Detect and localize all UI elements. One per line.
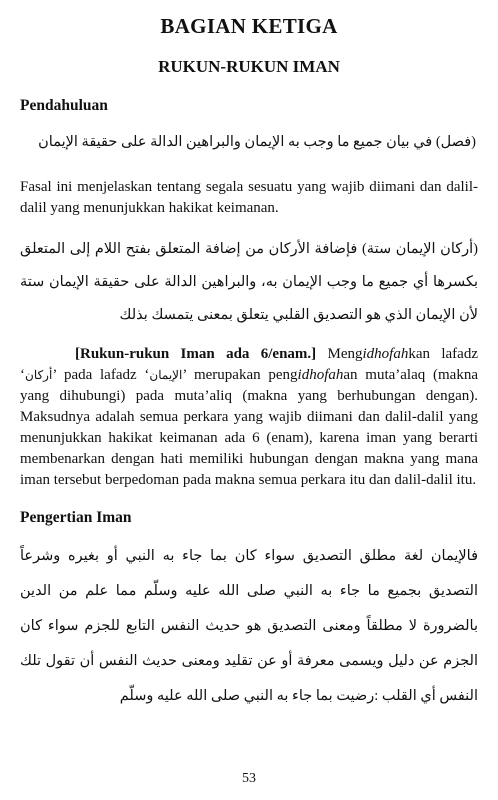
arabic-text-definition: فالإيمان لغة مطلق التصديق سواء كان بما جاء به النبي أو بغيره وشرعاً التصديق بجميع ما جاء به النبي صلى الله عليه وسلّم مما علم من الدين بالضرورة لا مطلقاً ومعنى التصديق هو حديث النفس التابع للجزم سواء كان الجزم عن دليل ويسمى معرفة أو عن تقليد ومعنى حديث النفس أن تقول تلك النفس أي القلب :رضيت بما جاء به النبي صلى الله عليه وسلّم — [20, 548, 478, 704]
section-pendahuluan — [20, 97, 478, 491]
arabic-text-arkan: (أركان الإيمان ستة) فإضافة الأركان من إضافة المتعلق بفتح اللام إلى المتعلق بكسرها أي جميع ما وجب الإيمان به، والبراهين الدالة على حقيقة الإيمان ستة لأن الإيمان الذي هو التصديق القلبي يتعلق بمعنى يتمسك بذلك — [20, 241, 478, 323]
bold-lead: [Rukun-rukun Iman ada 6/enam.] — [75, 346, 317, 362]
text-run: ’ merupakan peng — [182, 367, 298, 383]
text-run: Meng — [316, 346, 363, 362]
section-heading-pengertian: Pengertian Iman — [20, 509, 132, 526]
arabic-text-fasal: (فصل) في بيان جميع ما وجب به الإيمان والبراهين الدالة على حقيقة الإيمان — [38, 134, 476, 150]
italic-term: idhofah — [297, 367, 344, 383]
section-heading-pendahuluan: Pendahuluan — [20, 97, 108, 114]
translation-rukun — [20, 344, 478, 491]
chapter-subtitle: RUKUN-RUKUN IMAN — [158, 57, 340, 76]
text-run: kan lafadz ‘ — [20, 346, 478, 383]
arabic-inline-term: الإيمان — [149, 368, 183, 382]
italic-term: idhofah — [362, 346, 409, 362]
page-number: 53 — [242, 771, 256, 786]
section-pengertian — [20, 509, 478, 714]
text-run: ’ pada lafadz ‘ — [52, 367, 150, 383]
chapter-title: BAGIAN KETIGA — [160, 14, 338, 38]
translation-fasal: Fasal ini menjelaskan tentang segala sesuatu yang wajib diimani dan dalil-dalil yang menunjukkan hakikat keimanan. — [20, 179, 478, 216]
arabic-inline-term: أركان — [25, 368, 53, 382]
text-run: an muta’alaq (makna yang dihubungi) pada muta’aliq (makna yang berhubungan dengan). Maksudnya adalah semua perkara yang wajib diimani dan dalil-dalil yang menunjukkan hakikat keimanan ada 6 (enam), karena iman yang berarti membenarkan dengan hati memiliki hubungan dengan makna yang mana iman tersebut berpedoman pada makna semua perkara itu dan dalil-dalil itu. — [20, 367, 478, 488]
